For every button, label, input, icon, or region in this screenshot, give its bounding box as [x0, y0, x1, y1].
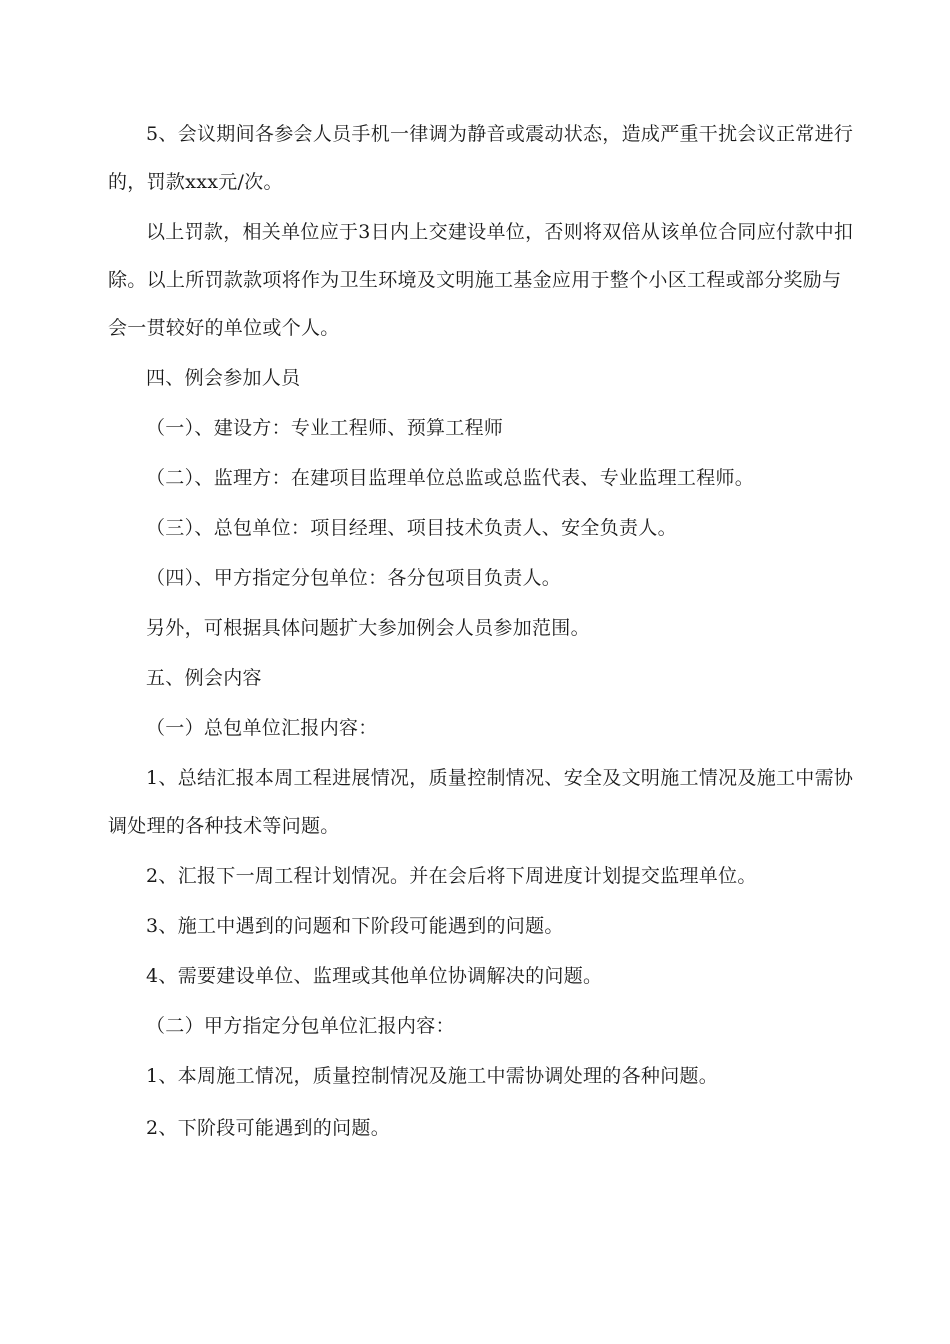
list-item-problems: 3、施工中遇到的问题和下阶段可能遇到的问题。	[146, 915, 564, 937]
paragraph-fine-payment: 以上罚款，相关单位应于3日内上交建设单位，否则将双倍从该单位合同应付款中扣除。以上所罚款款项将作为卫生环境及文明施工基金应用于整个小区工程或部分奖励与会一贯较好的单位或个人。	[108, 221, 854, 339]
subsection-heading-subcontractor-report: （二）甲方指定分包单位汇报内容：	[146, 1015, 455, 1037]
attendee-item-contractor: （三）、总包单位：项目经理、项目技术负责人、安全负责人。	[146, 517, 677, 539]
list-item-coordination: 4、需要建设单位、监理或其他单位协调解决的问题。	[146, 965, 603, 987]
list-item-weekly-summary: 1、总结汇报本周工程进展情况，质量控制情况、安全及文明施工情况及施工中需协调处理的各种技术等问题。	[108, 767, 854, 837]
section-heading-content: 五、例会内容	[146, 667, 262, 689]
section-heading-attendees: 四、例会参加人员	[146, 367, 301, 389]
list-item-sub-weekly: 1、本周施工情况，质量控制情况及施工中需协调处理的各种问题。	[146, 1065, 719, 1087]
attendee-item-owner: （一）、建设方：专业工程师、预算工程师	[146, 417, 504, 439]
attendee-note: 另外，可根据具体问题扩大参加例会人员参加范围。	[146, 617, 590, 639]
list-item-sub-next-stage: 2、下阶段可能遇到的问题。	[146, 1117, 390, 1139]
list-item-next-week-plan: 2、汇报下一周工程计划情况。并在会后将下周进度计划提交监理单位。	[146, 865, 757, 887]
paragraph-phone-rule: 5、会议期间各参会人员手机一律调为静音或震动状态，造成严重干扰会议正常进行的，罚款xxx元/次。	[108, 123, 854, 193]
subsection-heading-contractor-report: （一）总包单位汇报内容：	[146, 717, 378, 739]
attendee-item-supervisor: （二）、监理方：在建项目监理单位总监或总监代表、专业监理工程师。	[146, 467, 755, 489]
attendee-item-subcontractor: （四）、甲方指定分包单位：各分包项目负责人。	[146, 567, 562, 589]
document-body	[108, 110, 858, 1152]
